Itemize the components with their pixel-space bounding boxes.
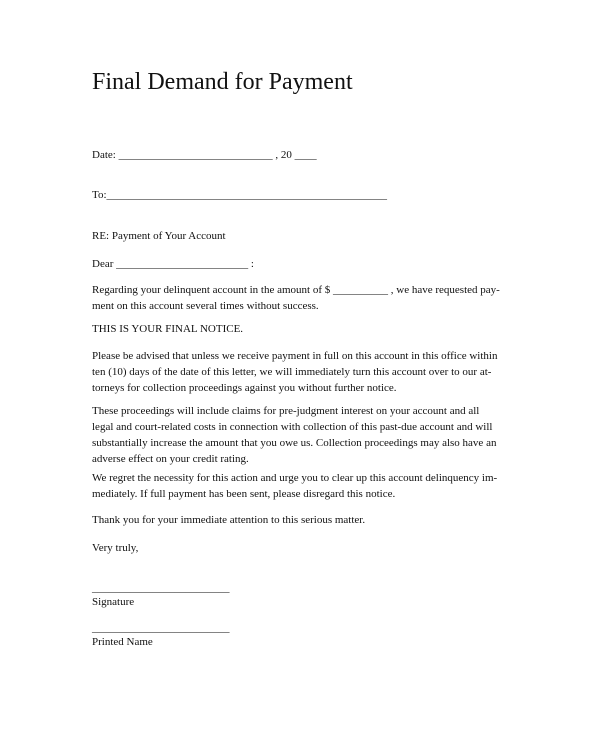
paragraph-line: ten (10) days of the date of this letter, we will immediately turn this account over to our at- — [92, 366, 492, 378]
thank-you-line: Thank you for your immediate attention to this serious matter. — [92, 514, 366, 526]
printed-name-label: Printed Name — [92, 636, 153, 648]
paragraph-line: We regret the necessity for this action and urge you to clear up this account delinquency im- — [92, 472, 498, 484]
signature-blank: _________________________ — [92, 582, 230, 594]
printed-name-blank: _________________________ — [92, 622, 230, 634]
paragraph-regret — [92, 470, 522, 502]
paragraph-delinquent-amount — [92, 282, 522, 314]
paragraph-line: legal and court-related costs in connection with collection of this past-due account and will — [92, 421, 493, 433]
re-line: RE: Payment of Your Account — [92, 230, 226, 242]
paragraph-line: torneys for collection proceedings against you without further notice. — [92, 382, 397, 394]
paragraph-advisory — [92, 348, 522, 396]
paragraph-line: ment on this account several times without success. — [92, 300, 319, 312]
paragraph-line: adverse effect on your credit rating. — [92, 453, 249, 465]
paragraph-line: substantially increase the amount that you owe us. Collection proceedings may also have an — [92, 437, 497, 449]
date-line: Date: ____________________________ , 20 ____ — [92, 149, 317, 161]
salutation-line: Dear ________________________ : — [92, 258, 254, 270]
paragraph-line: Regarding your delinquent account in the amount of $ __________ , we have requested pay- — [92, 284, 500, 296]
closing-line: Very truly, — [92, 542, 139, 554]
letter-title: Final Demand for Payment — [92, 69, 353, 95]
final-notice-heading: THIS IS YOUR FINAL NOTICE. — [92, 323, 244, 335]
paragraph-line: Please be advised that unless we receive payment in full on this account in this office within — [92, 350, 498, 362]
paragraph-proceedings — [92, 403, 522, 467]
paragraph-line: mediately. If full payment has been sent, please disregard this notice. — [92, 488, 396, 500]
to-line: To:___________________________________________________ — [92, 189, 388, 201]
paragraph-line: These proceedings will include claims for pre-judgment interest on your account and all — [92, 405, 480, 417]
signature-label: Signature — [92, 596, 135, 608]
